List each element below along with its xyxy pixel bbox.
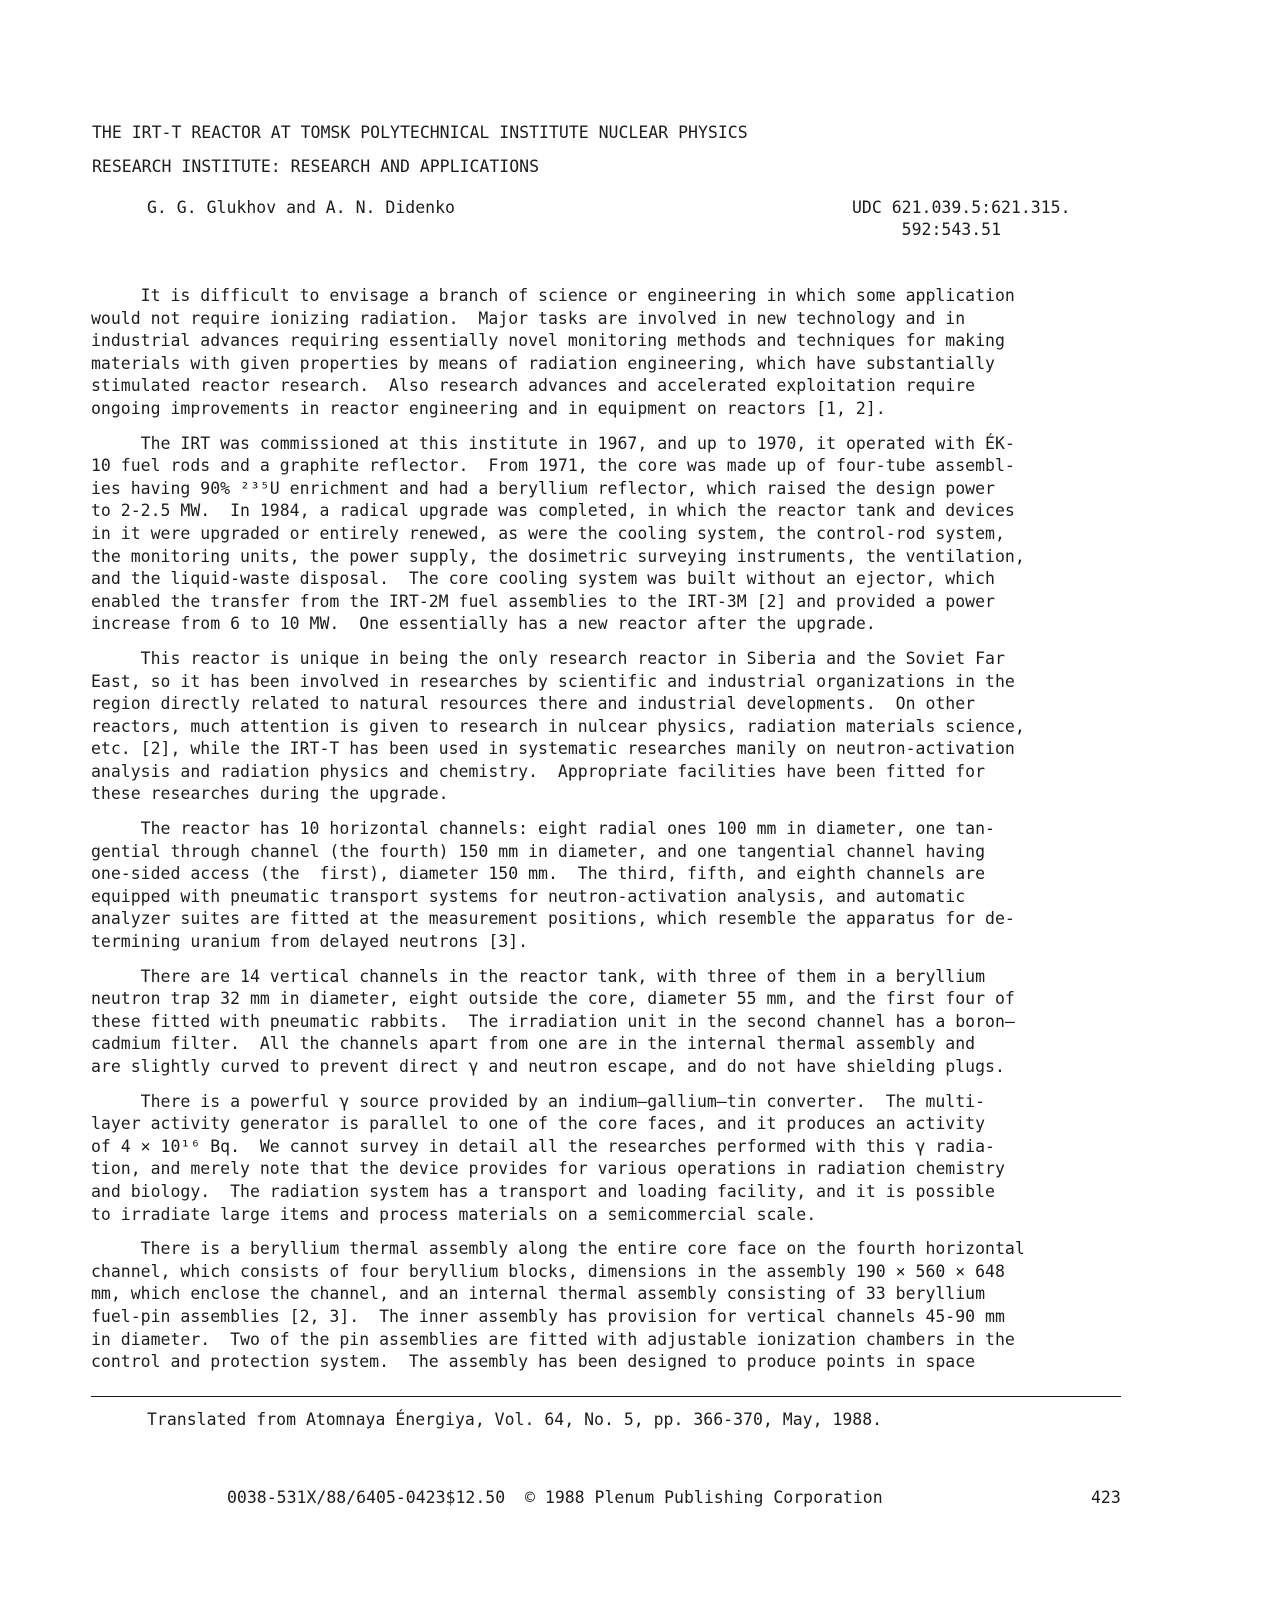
paragraph-line: these researches during the upgrade. xyxy=(91,784,449,804)
paragraph-line: and biology. The radiation system has a transport and loading facility, and it is possible xyxy=(91,1181,995,1201)
paragraph-line: channel, which consists of four beryllium blocks, dimensions in the assembly 190 × 560 × 648 xyxy=(91,1261,1005,1281)
udc-code xyxy=(852,197,1071,241)
udc-line: 592:543.51 xyxy=(852,220,1002,239)
paragraph-line: would not require ionizing radiation. Major tasks are involved in new technology and in xyxy=(91,308,966,328)
paragraph-line: to 2-2.5 MW. In 1984, a radical upgrade was completed, in which the reactor tank and devices xyxy=(91,501,1015,521)
paragraph-line: There is a powerful γ source provided by an indium—gallium—tin converter. The multi- xyxy=(91,1091,986,1111)
paragraph-line: increase from 6 to 10 MW. One essentially has a new reactor after the upgrade. xyxy=(91,614,876,634)
paragraph-line: tion, and merely note that the device provides for various operations in radiation chemistry xyxy=(91,1159,1005,1179)
paragraph-line: in it were upgraded or entirely renewed, as were the cooling system, the control-rod system, xyxy=(91,523,1005,543)
udc-line: UDC 621.039.5:621.315. xyxy=(852,198,1071,217)
paragraph-line: industrial advances requiring essentially novel monitoring methods and techniques for making xyxy=(91,331,1005,351)
paragraph-line: etc. [2], while the IRT-T has been used in systematic researches manily on neutron-activation xyxy=(91,739,1015,759)
paragraph-line: termining uranium from delayed neutrons [3]. xyxy=(91,932,529,952)
paragraph-line: control and protection system. The assembly has been designed to produce points in space xyxy=(91,1352,976,1372)
paragraph xyxy=(91,1091,1151,1227)
paragraph xyxy=(91,433,1151,636)
footnote-divider xyxy=(91,1396,1121,1397)
paragraph xyxy=(91,285,1151,421)
translation-footnote: Translated from Atomnaya Énergiya, Vol. 64, No. 5, pp. 366-370, May, 1988. xyxy=(147,1410,883,1429)
paragraph-line: This reactor is unique in being the only research reactor in Siberia and the Soviet Far xyxy=(91,648,1005,668)
paragraph-line: region directly related to natural resources there and industrial developments. On other xyxy=(91,694,976,714)
paragraph xyxy=(91,966,1151,1079)
title-line: RESEARCH INSTITUTE: RESEARCH AND APPLICATIONS xyxy=(92,157,540,176)
paragraph xyxy=(91,818,1151,954)
paragraph-line: one-sided access (the first), diameter 150 mm. The third, fifth, and eighth channels are xyxy=(91,864,986,884)
paragraph-line: mm, which enclose the channel, and an internal thermal assembly consisting of 33 beryllium xyxy=(91,1284,986,1304)
paragraph-line: The reactor has 10 horizontal channels: eight radial ones 100 mm in diameter, one tan- xyxy=(91,819,995,839)
authors: G. G. Glukhov and A. N. Didenko xyxy=(147,198,455,217)
paragraph xyxy=(91,1238,1151,1374)
paragraph-line: in diameter. Two of the pin assemblies are fitted with adjustable ionization chambers in the xyxy=(91,1329,1015,1349)
paragraph-line: analyzer suites are fitted at the measurement positions, which resemble the apparatus for de- xyxy=(91,909,1015,929)
page-number: 423 xyxy=(1091,1488,1121,1507)
paragraph-line: There is a beryllium thermal assembly along the entire core face on the fourth horizontal xyxy=(91,1239,1025,1259)
title-line: THE IRT-T REACTOR AT TOMSK POLYTECHNICAL INSTITUTE NUCLEAR PHYSICS xyxy=(92,123,748,142)
article-body xyxy=(91,285,1151,1386)
paragraph-line: equipped with pneumatic transport systems for neutron-activation analysis, and automatic xyxy=(91,886,966,906)
paragraph-line: these fitted with pneumatic rabbits. The irradiation unit in the second channel has a boron— xyxy=(91,1011,1015,1031)
paragraph-line: of 4 × 10¹⁶ Bq. We cannot survey in detail all the researches performed with this γ radia- xyxy=(91,1136,995,1156)
paragraph-line: are slightly curved to prevent direct γ and neutron escape, and do not have shielding plugs. xyxy=(91,1057,1005,1076)
paragraph-line: It is difficult to envisage a branch of science or engineering in which some application xyxy=(91,286,1015,305)
paragraph-line: materials with given properties by means of radiation engineering, which have substantially xyxy=(91,353,995,373)
paragraph xyxy=(91,648,1151,806)
paragraph-line: and the liquid-waste disposal. The core cooling system was built without an ejector, which xyxy=(91,569,995,589)
paragraph-line: enabled the transfer from the IRT-2M fuel assemblies to the IRT-3M [2] and provided a power xyxy=(91,591,995,611)
paragraph-line: analysis and radiation physics and chemistry. Appropriate facilities have been fitted for xyxy=(91,761,986,781)
article-title xyxy=(92,116,748,184)
paragraph-line: to irradiate large items and process materials on a semicommercial scale. xyxy=(91,1204,817,1224)
paragraph-line: layer activity generator is parallel to one of the core faces, and it produces an activity xyxy=(91,1114,986,1134)
paragraph-line: reactors, much attention is given to research in nulcear physics, radiation materials science, xyxy=(91,716,1025,736)
paragraph-line: ongoing improvements in reactor engineering and in equipment on reactors [1, 2]. xyxy=(91,398,886,418)
paragraph-line: stimulated reactor research. Also research advances and accelerated exploitation require xyxy=(91,376,976,396)
publisher-code: 0038-531X/88/6405-0423$12.50 © 1988 Plenum Publishing Corporation xyxy=(227,1488,883,1507)
paragraph-line: There are 14 vertical channels in the reactor tank, with three of them in a beryllium xyxy=(91,966,986,986)
paragraph-line: The IRT was commissioned at this institute in 1967, and up to 1970, it operated with ÉK- xyxy=(91,433,1015,453)
paragraph-line: neutron trap 32 mm in diameter, eight outside the core, diameter 55 mm, and the first four of xyxy=(91,989,1015,1009)
paragraph-line: fuel-pin assemblies [2, 3]. The inner assembly has provision for vertical channels 45-90 mm xyxy=(91,1306,1005,1326)
paragraph-line: cadmium filter. All the channels apart from one are in the internal thermal assembly and xyxy=(91,1034,976,1054)
paragraph-line: gential through channel (the fourth) 150 mm in diameter, and one tangential channel having xyxy=(91,841,986,861)
paragraph-line: the monitoring units, the power supply, the dosimetric surveying instruments, the ventilation, xyxy=(91,546,1025,566)
paragraph-line: East, so it has been involved in researches by scientific and industrial organizations in the xyxy=(91,671,1015,691)
paragraph-line: 10 fuel rods and a graphite reflector. From 1971, the core was made up of four-tube assembl- xyxy=(91,456,1015,476)
paragraph-line: ies having 90% ²³⁵U enrichment and had a beryllium reflector, which raised the design power xyxy=(91,478,995,498)
